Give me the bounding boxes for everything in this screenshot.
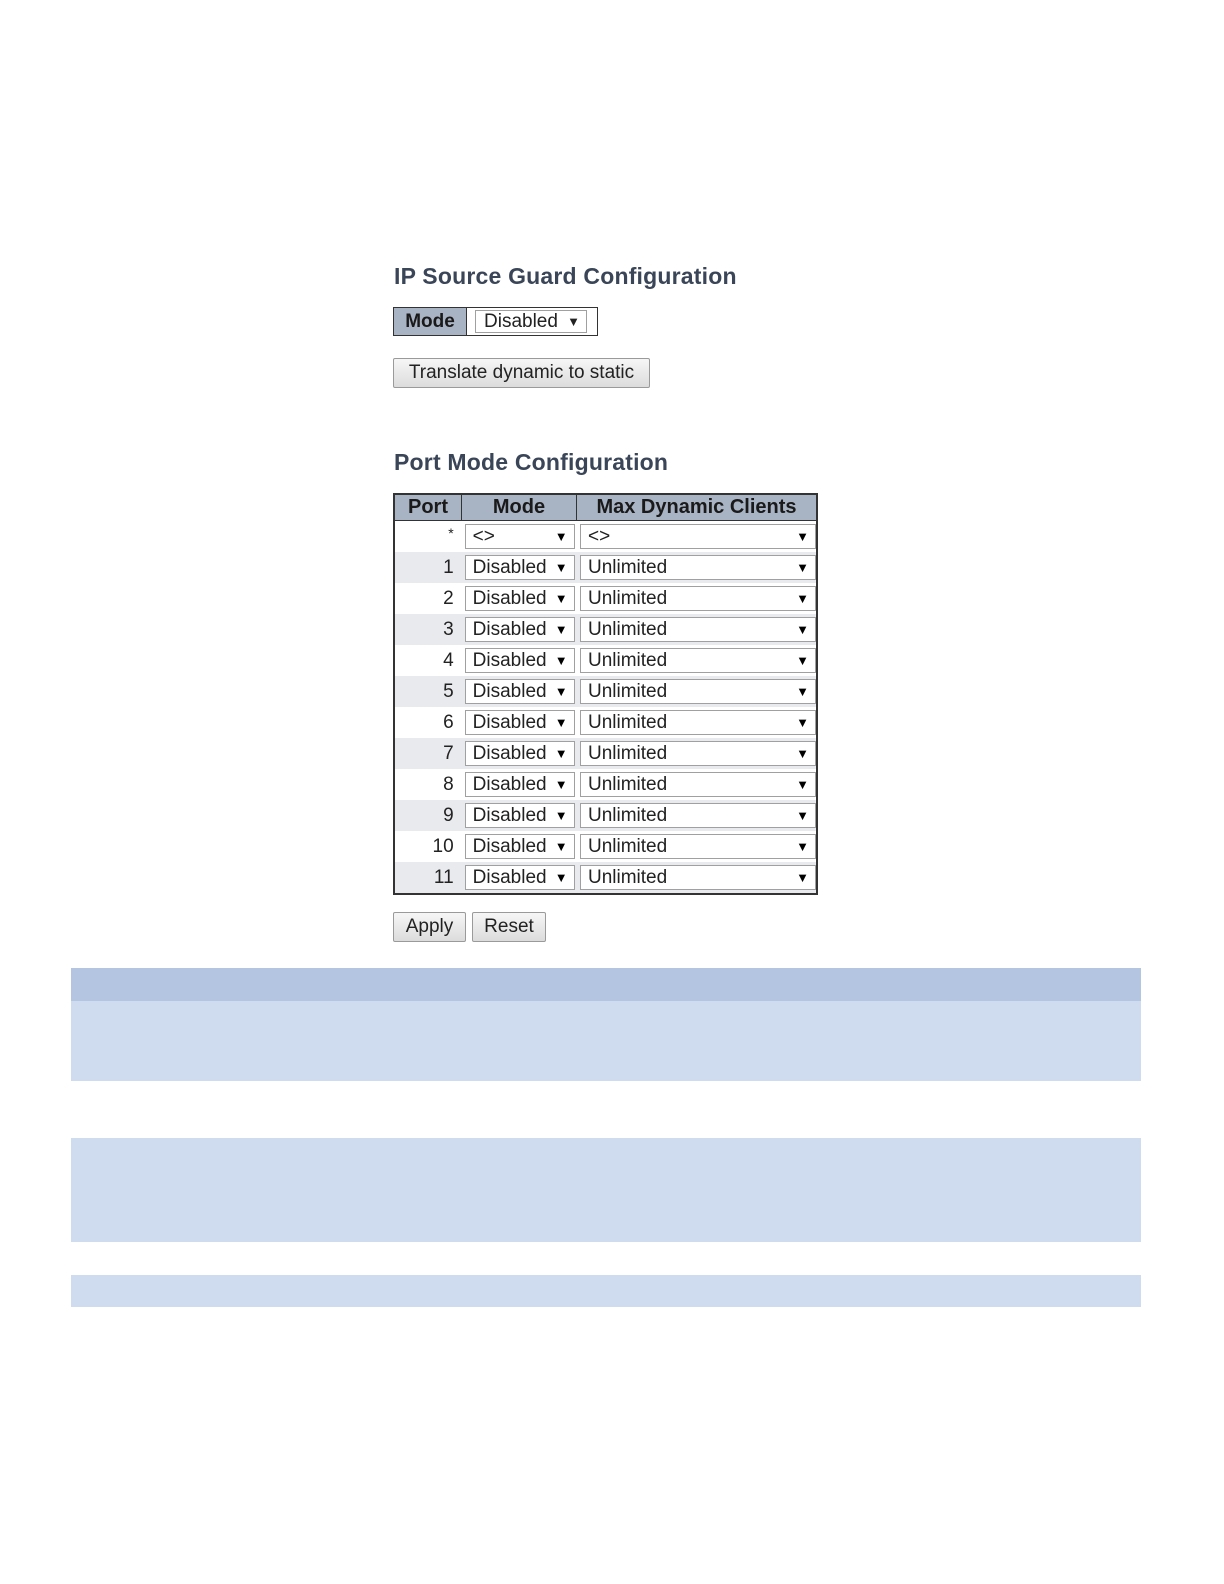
port-cell: 6 xyxy=(443,711,454,733)
table-row xyxy=(395,738,816,769)
chevron-down-icon: ▼ xyxy=(554,622,568,637)
table-row xyxy=(395,676,816,707)
chevron-down-icon: ▼ xyxy=(554,808,568,823)
apply-button[interactable]: Apply xyxy=(393,912,466,942)
chevron-down-icon: ▼ xyxy=(796,715,809,730)
table-row xyxy=(395,552,816,583)
band-row-2 xyxy=(71,1138,1141,1242)
mode-cell xyxy=(462,583,576,614)
max-dynamic-clients-select[interactable] xyxy=(580,679,816,704)
max-dynamic-clients-select[interactable] xyxy=(580,586,816,611)
max-dynamic-clients-select[interactable] xyxy=(580,834,816,859)
max-clients-cell xyxy=(576,645,816,676)
reset-button[interactable]: Reset xyxy=(472,912,546,942)
chevron-down-icon: ▼ xyxy=(554,746,568,761)
port-cell: 9 xyxy=(443,804,454,826)
chevron-down-icon: ▼ xyxy=(554,777,568,792)
port-mode-select[interactable] xyxy=(465,803,575,828)
table-row xyxy=(395,800,816,831)
mode-cell xyxy=(462,800,576,831)
chevron-down-icon: ▼ xyxy=(796,529,809,544)
port-mode-select[interactable] xyxy=(465,710,575,735)
table-row xyxy=(395,707,816,738)
max-dynamic-clients-select[interactable] xyxy=(580,741,816,766)
max-clients-cell xyxy=(576,521,816,552)
port-mode-title: Port Mode Configuration xyxy=(394,449,669,475)
port-mode-value: <> xyxy=(472,525,495,547)
mode-cell xyxy=(462,862,576,893)
port-mode-value: Disabled xyxy=(472,711,547,733)
max-dynamic-clients-select[interactable] xyxy=(580,865,816,890)
chevron-down-icon: ▼ xyxy=(796,839,809,854)
chevron-down-icon: ▼ xyxy=(796,808,809,823)
global-mode-select[interactable] xyxy=(475,310,587,333)
band-row-1 xyxy=(71,1001,1141,1081)
max-dynamic-clients-value: Unlimited xyxy=(588,649,668,671)
max-dynamic-clients-select[interactable] xyxy=(580,524,816,549)
port-mode-select[interactable] xyxy=(465,586,575,611)
port-cell: 11 xyxy=(433,866,454,888)
port-mode-value: Disabled xyxy=(472,587,547,609)
max-dynamic-clients-value: Unlimited xyxy=(588,773,668,795)
max-dynamic-clients-select[interactable] xyxy=(580,617,816,642)
global-mode-box xyxy=(393,307,598,336)
port-mode-value: Disabled xyxy=(472,804,547,826)
table-row xyxy=(395,583,816,614)
ip-source-guard-title: IP Source Guard Configuration xyxy=(394,263,737,289)
port-mode-select[interactable] xyxy=(465,865,575,890)
mode-cell xyxy=(462,614,576,645)
port-mode-value: Disabled xyxy=(472,680,547,702)
port-mode-table xyxy=(393,493,818,895)
port-mode-select[interactable] xyxy=(465,555,575,580)
chevron-down-icon: ▼ xyxy=(554,839,568,854)
max-dynamic-clients-value: Unlimited xyxy=(588,587,668,609)
chevron-down-icon: ▼ xyxy=(554,715,568,730)
table-row xyxy=(395,862,816,893)
port-cell: 3 xyxy=(443,618,454,640)
mode-cell xyxy=(462,676,576,707)
port-mode-value: Disabled xyxy=(472,866,547,888)
max-dynamic-clients-value: Unlimited xyxy=(588,680,668,702)
table-row xyxy=(395,614,816,645)
max-dynamic-clients-value: Unlimited xyxy=(588,804,668,826)
chevron-down-icon: ▼ xyxy=(554,560,568,575)
band-row-3 xyxy=(71,1275,1141,1307)
table-row xyxy=(395,521,816,552)
port-mode-value: Disabled xyxy=(472,618,547,640)
max-dynamic-clients-value: Unlimited xyxy=(588,556,668,578)
max-clients-cell xyxy=(576,676,816,707)
port-cell: * xyxy=(448,525,454,541)
port-cell: 8 xyxy=(443,773,454,795)
chevron-down-icon: ▼ xyxy=(796,870,809,885)
chevron-down-icon: ▼ xyxy=(554,653,568,668)
max-dynamic-clients-select[interactable] xyxy=(580,772,816,797)
chevron-down-icon: ▼ xyxy=(554,529,568,544)
column-header-mode: Mode xyxy=(462,495,577,520)
table-row xyxy=(395,769,816,800)
max-dynamic-clients-value: Unlimited xyxy=(588,866,668,888)
port-cell: 7 xyxy=(443,742,454,764)
mode-cell xyxy=(462,831,576,862)
port-cell: 10 xyxy=(432,835,454,857)
port-mode-select[interactable] xyxy=(465,772,575,797)
band-header xyxy=(71,968,1141,1001)
max-clients-cell xyxy=(576,769,816,800)
port-mode-value: Disabled xyxy=(472,773,547,795)
max-clients-cell xyxy=(576,831,816,862)
max-clients-cell xyxy=(576,862,816,893)
mode-cell xyxy=(462,645,576,676)
max-dynamic-clients-value: Unlimited xyxy=(588,835,668,857)
max-dynamic-clients-select[interactable] xyxy=(580,555,816,580)
mode-cell xyxy=(462,707,576,738)
port-mode-select[interactable] xyxy=(465,834,575,859)
column-header-port: Port xyxy=(395,495,462,520)
port-mode-select[interactable] xyxy=(465,524,575,549)
max-clients-cell xyxy=(576,738,816,769)
table-row xyxy=(395,645,816,676)
port-mode-value: Disabled xyxy=(472,742,547,764)
max-dynamic-clients-value: Unlimited xyxy=(588,742,668,764)
mode-cell xyxy=(462,769,576,800)
chevron-down-icon: ▼ xyxy=(554,591,568,606)
global-mode-value: Disabled xyxy=(484,310,558,332)
max-dynamic-clients-select[interactable] xyxy=(580,648,816,673)
column-header-max-dynamic-clients: Max Dynamic Clients xyxy=(596,496,797,518)
max-clients-cell xyxy=(576,552,816,583)
table-body xyxy=(395,521,816,893)
table-header xyxy=(395,495,816,521)
max-dynamic-clients-select[interactable] xyxy=(580,710,816,735)
max-clients-cell xyxy=(576,800,816,831)
port-cell: 5 xyxy=(443,680,454,702)
max-clients-cell xyxy=(576,707,816,738)
max-clients-cell xyxy=(576,614,816,645)
max-dynamic-clients-value: Unlimited xyxy=(588,618,668,640)
chevron-down-icon: ▼ xyxy=(796,777,809,792)
mode-cell xyxy=(462,552,576,583)
port-cell: 4 xyxy=(443,649,454,671)
port-mode-select[interactable] xyxy=(465,741,575,766)
port-cell: 2 xyxy=(443,587,454,609)
mode-cell xyxy=(462,738,576,769)
max-dynamic-clients-value: Unlimited xyxy=(588,711,668,733)
chevron-down-icon: ▼ xyxy=(796,684,809,699)
chevron-down-icon: ▼ xyxy=(796,622,809,637)
chevron-down-icon: ▼ xyxy=(796,653,809,668)
chevron-down-icon: ▼ xyxy=(567,314,580,329)
port-mode-select[interactable] xyxy=(465,679,575,704)
chevron-down-icon: ▼ xyxy=(554,870,568,885)
chevron-down-icon: ▼ xyxy=(796,591,809,606)
port-mode-select[interactable] xyxy=(465,617,575,642)
chevron-down-icon: ▼ xyxy=(796,746,809,761)
mode-cell xyxy=(462,521,576,552)
port-mode-select[interactable] xyxy=(465,648,575,673)
global-mode-label: Mode xyxy=(394,308,467,335)
translate-dynamic-to-static-button[interactable]: Translate dynamic to static xyxy=(393,358,650,388)
max-dynamic-clients-value: <> xyxy=(588,525,611,547)
port-mode-value: Disabled xyxy=(472,649,547,671)
table-row xyxy=(395,831,816,862)
max-clients-cell xyxy=(576,583,816,614)
chevron-down-icon: ▼ xyxy=(796,560,809,575)
port-cell: 1 xyxy=(443,556,454,578)
port-mode-value: Disabled xyxy=(472,835,547,857)
port-mode-value: Disabled xyxy=(472,556,547,578)
max-dynamic-clients-select[interactable] xyxy=(580,803,816,828)
chevron-down-icon: ▼ xyxy=(554,684,568,699)
